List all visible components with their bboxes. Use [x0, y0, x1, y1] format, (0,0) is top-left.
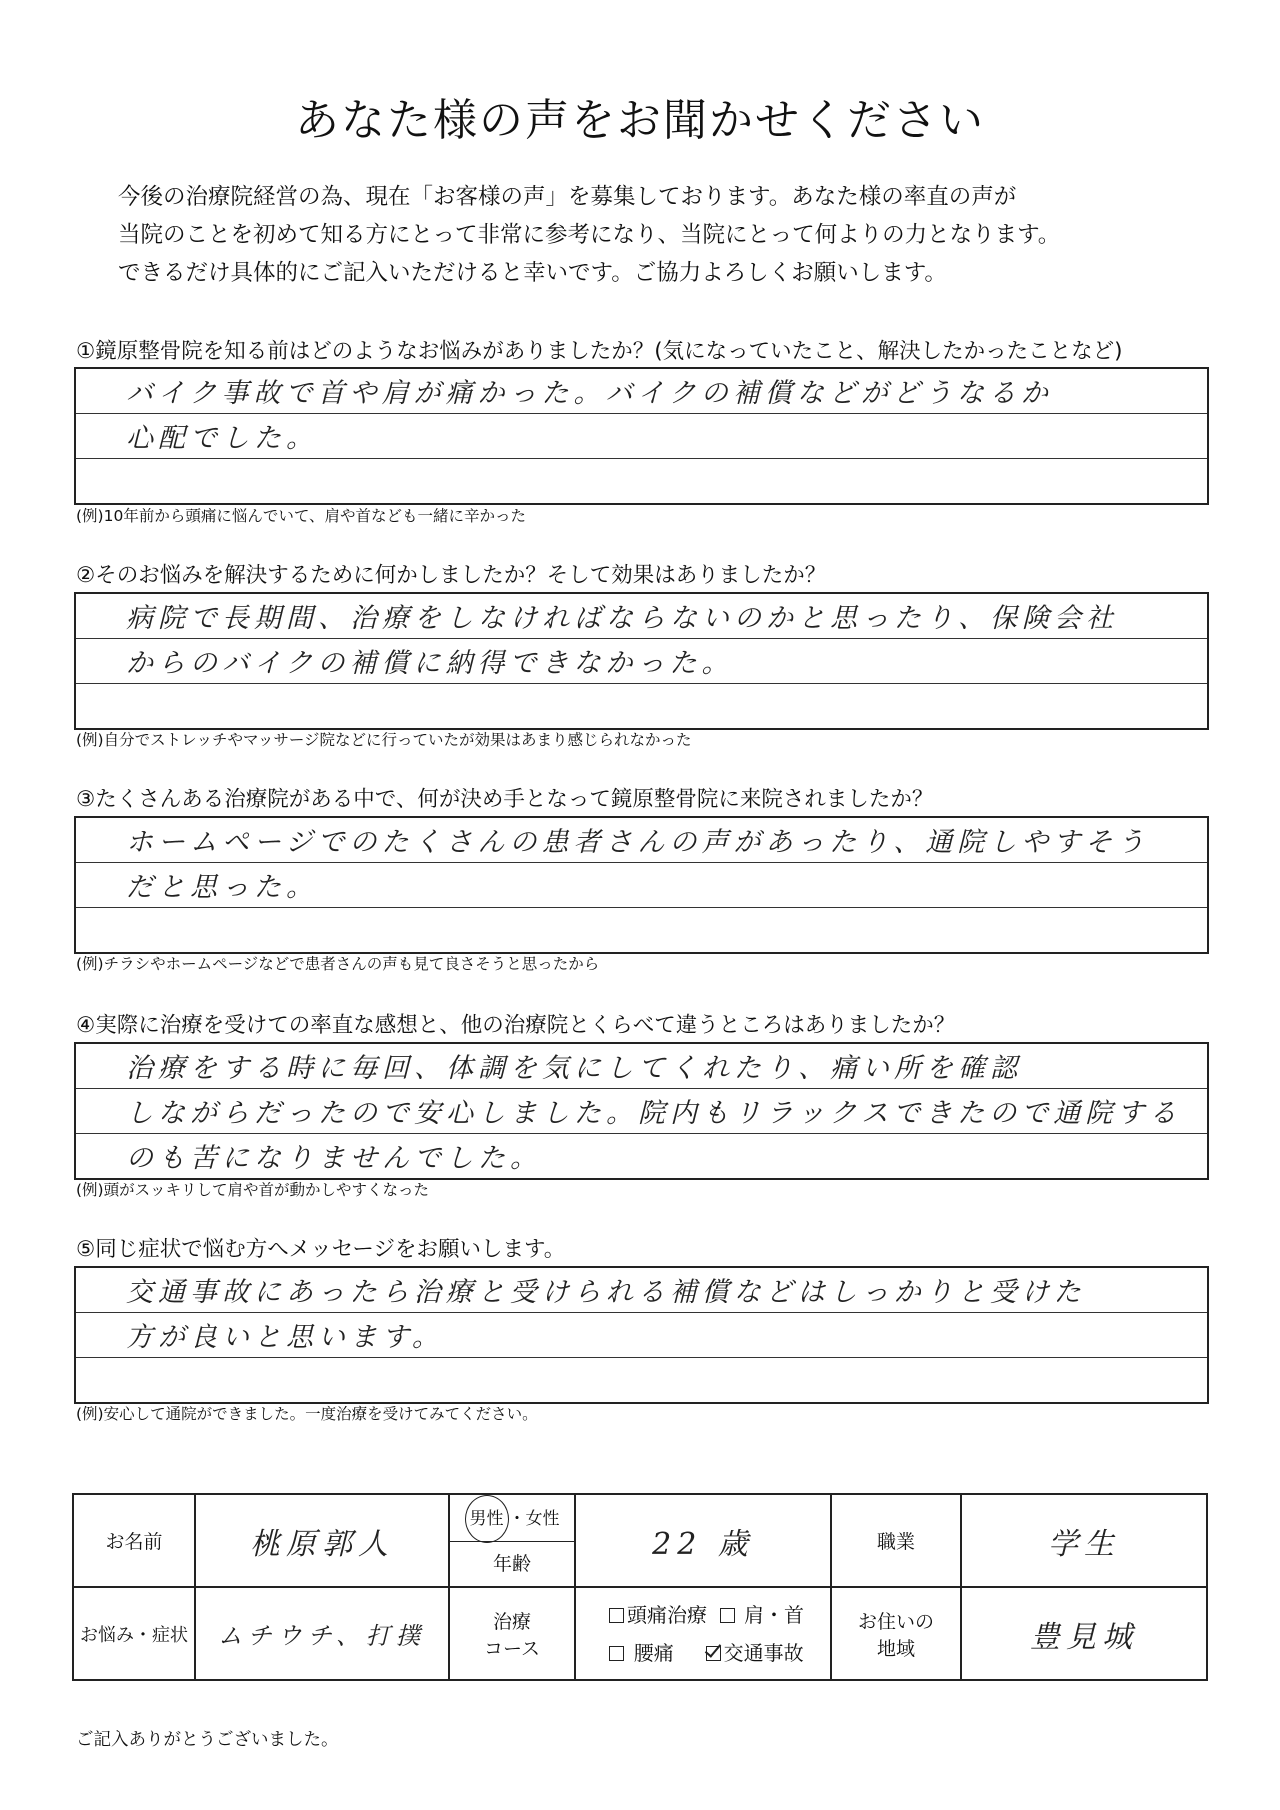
- question-4-heading: ④実際に治療を受けての率直な感想と、他の治療院とくらべて違うところはありましたか？: [76, 1013, 956, 1038]
- answer-line: [76, 459, 1207, 503]
- question-1-heading: ①鏡原整骨院を知る前はどのようなお悩みがありましたか？(気になっていたこと、解決したかったことなど): [76, 339, 1123, 364]
- area-label-line-2: 地域: [876, 1637, 915, 1660]
- profile-table: [72, 1493, 1208, 1681]
- answer-line: [76, 1044, 1207, 1089]
- handwritten-answer: 方が良いと思います。: [126, 1322, 444, 1353]
- answer-line: [76, 639, 1207, 684]
- answer-line: [76, 414, 1207, 459]
- handwritten-answer: しながらだったので安心しました。院内もリラックスできたので通院する: [126, 1098, 1182, 1129]
- question-2-answer-box: [74, 592, 1209, 730]
- handwritten-answer: 心配でした。: [126, 423, 318, 454]
- answer-line: [76, 594, 1207, 639]
- course-label-line-1: 治療: [492, 1610, 531, 1633]
- job-value: 学生: [961, 1494, 1207, 1587]
- answer-line: [76, 369, 1207, 414]
- job-label: 職業: [831, 1494, 961, 1587]
- handwritten-answer: ホームページでのたくさんの患者さんの声があったり、通院しやすそう: [126, 827, 1150, 858]
- question-2-example: (例)自分でストレッチやマッサージ院などに行っていたが効果はあまり感じられなかった: [76, 731, 692, 749]
- page-title: あなた様の声をお聞かせください: [295, 95, 985, 146]
- answer-line: [76, 684, 1207, 728]
- intro-text: [118, 178, 1198, 292]
- question-3-example: (例)チラシやホームページなどで患者さんの声も見て良さそうと思ったから: [76, 955, 600, 973]
- checkbox-shoulder[interactable]: [720, 1608, 735, 1623]
- gender-age-cell: [449, 1494, 575, 1587]
- footer-thanks: ご記入ありがとうございました。: [76, 1730, 339, 1750]
- question-5-example: (例)安心して通院ができました。一度治療を受けてみてください。: [76, 1405, 538, 1423]
- answer-line: [76, 1089, 1207, 1134]
- area-label: [831, 1587, 961, 1680]
- age-value: 22 歳: [575, 1494, 831, 1587]
- handwritten-answer: だと思った。: [126, 872, 318, 903]
- checkbox-accident-checked[interactable]: [706, 1646, 721, 1661]
- gender-field: [450, 1495, 574, 1542]
- handwritten-answer: からのバイクの補償に納得できなかった。: [126, 648, 734, 679]
- question-5-answer-box: [74, 1266, 1209, 1404]
- answer-line: [76, 1313, 1207, 1358]
- answer-line: [76, 1358, 1207, 1402]
- answer-line: [76, 818, 1207, 863]
- handwritten-answer: 病院で長期間、治療をしなければならないのかと思ったり、保険会社: [126, 603, 1118, 634]
- gender-female-option: ・女性: [508, 1509, 560, 1529]
- question-4-answer-box: [74, 1042, 1209, 1180]
- answer-line: [76, 1268, 1207, 1313]
- course-row: [584, 1634, 829, 1672]
- answer-line: [76, 863, 1207, 908]
- symptom-value: ムチウチ、打撲: [195, 1587, 449, 1680]
- question-1-answer-box: [74, 367, 1209, 505]
- course-label-line-2: コース: [483, 1637, 541, 1660]
- question-4-example: (例)頭がスッキリして肩や首が動かしやすくなった: [76, 1181, 429, 1199]
- area-label-line-1: お住いの: [857, 1610, 934, 1633]
- gender-male-selected: 男性: [465, 1495, 509, 1543]
- course-back-label: 腰痛: [633, 1640, 674, 1665]
- answer-line: [76, 908, 1207, 952]
- age-label: 年齢: [492, 1553, 531, 1575]
- question-1-example: (例)10年前から頭痛に悩んでいて、肩や首なども一緒に辛かった: [76, 507, 527, 525]
- symptom-label: お悩み・症状: [73, 1587, 195, 1680]
- handwritten-answer: のも苦になりませんでした。: [126, 1143, 542, 1174]
- intro-line: できるだけ具体的にご記入いただけると幸いです。ご協力よろしくお願いします。: [118, 260, 947, 286]
- intro-line: 今後の治療院経営の為、現在「お客様の声」を募集しております。あなた様の率直の声が: [118, 184, 1017, 210]
- course-options: [575, 1587, 831, 1680]
- handwritten-answer: 治療をする時に毎回、体調を気にしてくれたり、痛い所を確認: [126, 1053, 1022, 1084]
- handwritten-answer: 交通事故にあったら治療と受けられる補償などはしっかりと受けた: [126, 1277, 1086, 1308]
- question-5-heading: ⑤同じ症状で悩む方へメッセージをお願いします。: [76, 1237, 566, 1262]
- intro-line: 当院のことを初めて知る方にとって非常に参考になり、当院にとって何よりの力となります。: [118, 222, 1061, 248]
- area-value: 豊見城: [961, 1587, 1207, 1680]
- checkbox-headache[interactable]: [609, 1608, 624, 1623]
- course-shoulder-label: 肩・首: [744, 1602, 805, 1627]
- question-3-answer-box: [74, 816, 1209, 954]
- course-accident-label: 交通事故: [723, 1640, 804, 1665]
- course-headache-label: 頭痛治療: [626, 1602, 707, 1627]
- checkbox-back[interactable]: [609, 1646, 624, 1661]
- course-label: [449, 1587, 575, 1680]
- name-value: 桃原郭人: [195, 1494, 449, 1587]
- handwritten-answer: バイク事故で首や肩が痛かった。バイクの補償などがどうなるか: [126, 378, 1053, 409]
- course-row: [584, 1596, 829, 1634]
- answer-line: [76, 1134, 1207, 1178]
- name-label: お名前: [73, 1494, 195, 1587]
- question-2-heading: ②そのお悩みを解決するために何かしましたか？そして効果はありましたか？: [76, 563, 827, 588]
- question-3-heading: ③たくさんある治療院がある中で、何が決め手となって鏡原整骨院に来院されましたか？: [76, 787, 934, 812]
